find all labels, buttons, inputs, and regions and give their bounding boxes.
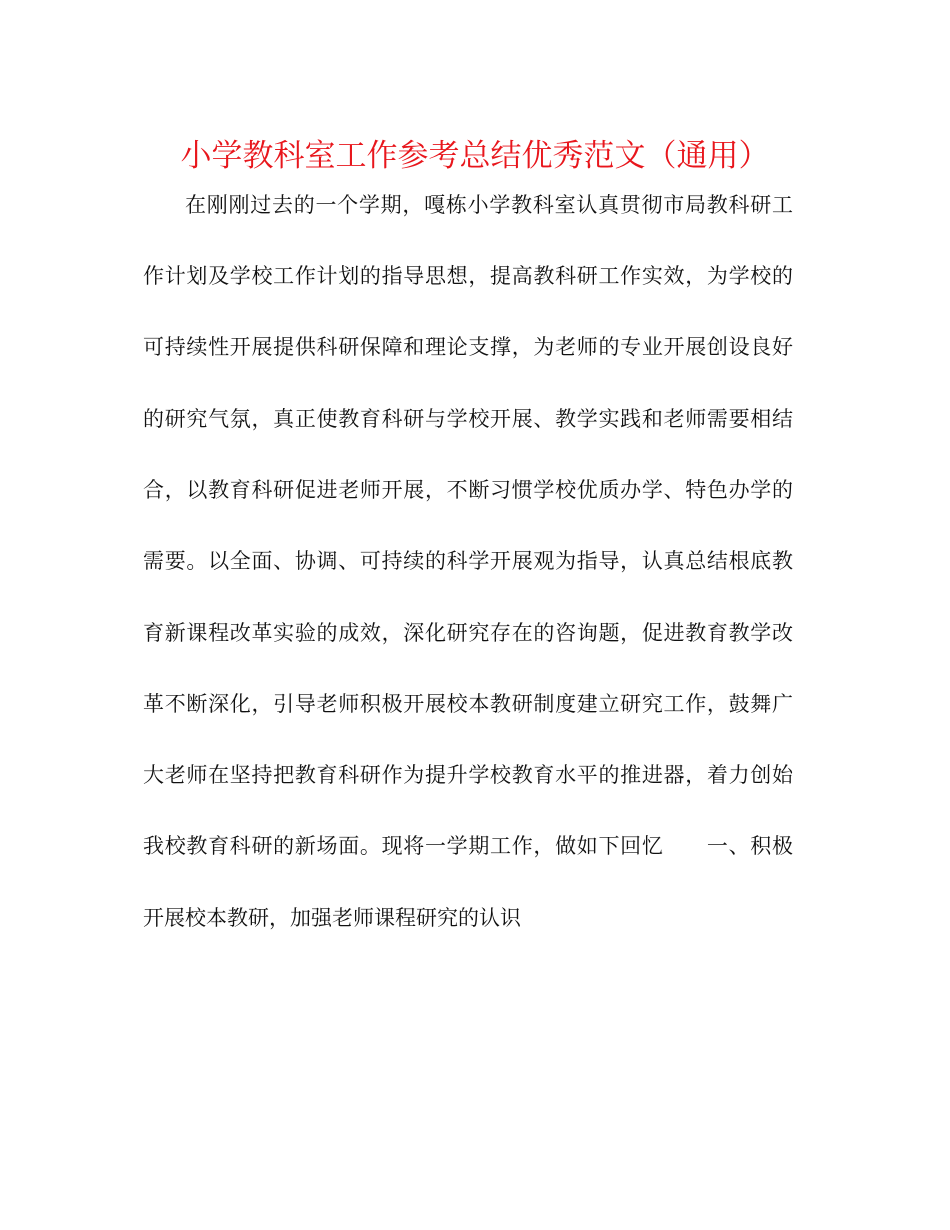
paragraph-line: 在刚刚过去的一个学期，嘎栋小学教科室认真贯彻市局教科研工 [185, 193, 793, 217]
paragraph-line: 合，以教育科研促进老师开展，不断习惯学校优质办学、特色办学的 [143, 478, 793, 502]
paragraph-line: 革不断深化，引导老师积极开展校本教研制度建立研究工作，鼓舞广 [143, 692, 793, 716]
paragraph-line: 需要。以全面、协调、可持续的科学开展观为指导，认真总结根底教 [143, 549, 793, 573]
paragraph-line: 育新课程改革实验的成效，深化研究存在的咨询题，促进教育教学改 [143, 621, 793, 645]
paragraph-line: 我校教育科研的新场面。现将一学期工作，做如下回忆 一、积极 [143, 834, 793, 858]
paragraph-line: 可持续性开展提供科研保障和理论支撑，为老师的专业开展创设良好 [143, 335, 793, 359]
paragraph-line: 的研究气氛，真正使教育科研与学校开展、教学实践和老师需要相结 [143, 407, 793, 431]
paragraph-line: 开展校本教研，加强老师课程研究的认识 [143, 906, 521, 930]
paragraph-line: 作计划及学校工作计划的指导思想，提高教科研工作实效，为学校的 [143, 264, 793, 288]
paragraph-line: 大老师在坚持把教育科研作为提升学校教育水平的推进器，着力创始 [143, 763, 793, 787]
document-title: 小学教科室工作参考总结优秀范文（通用） [180, 138, 770, 174]
